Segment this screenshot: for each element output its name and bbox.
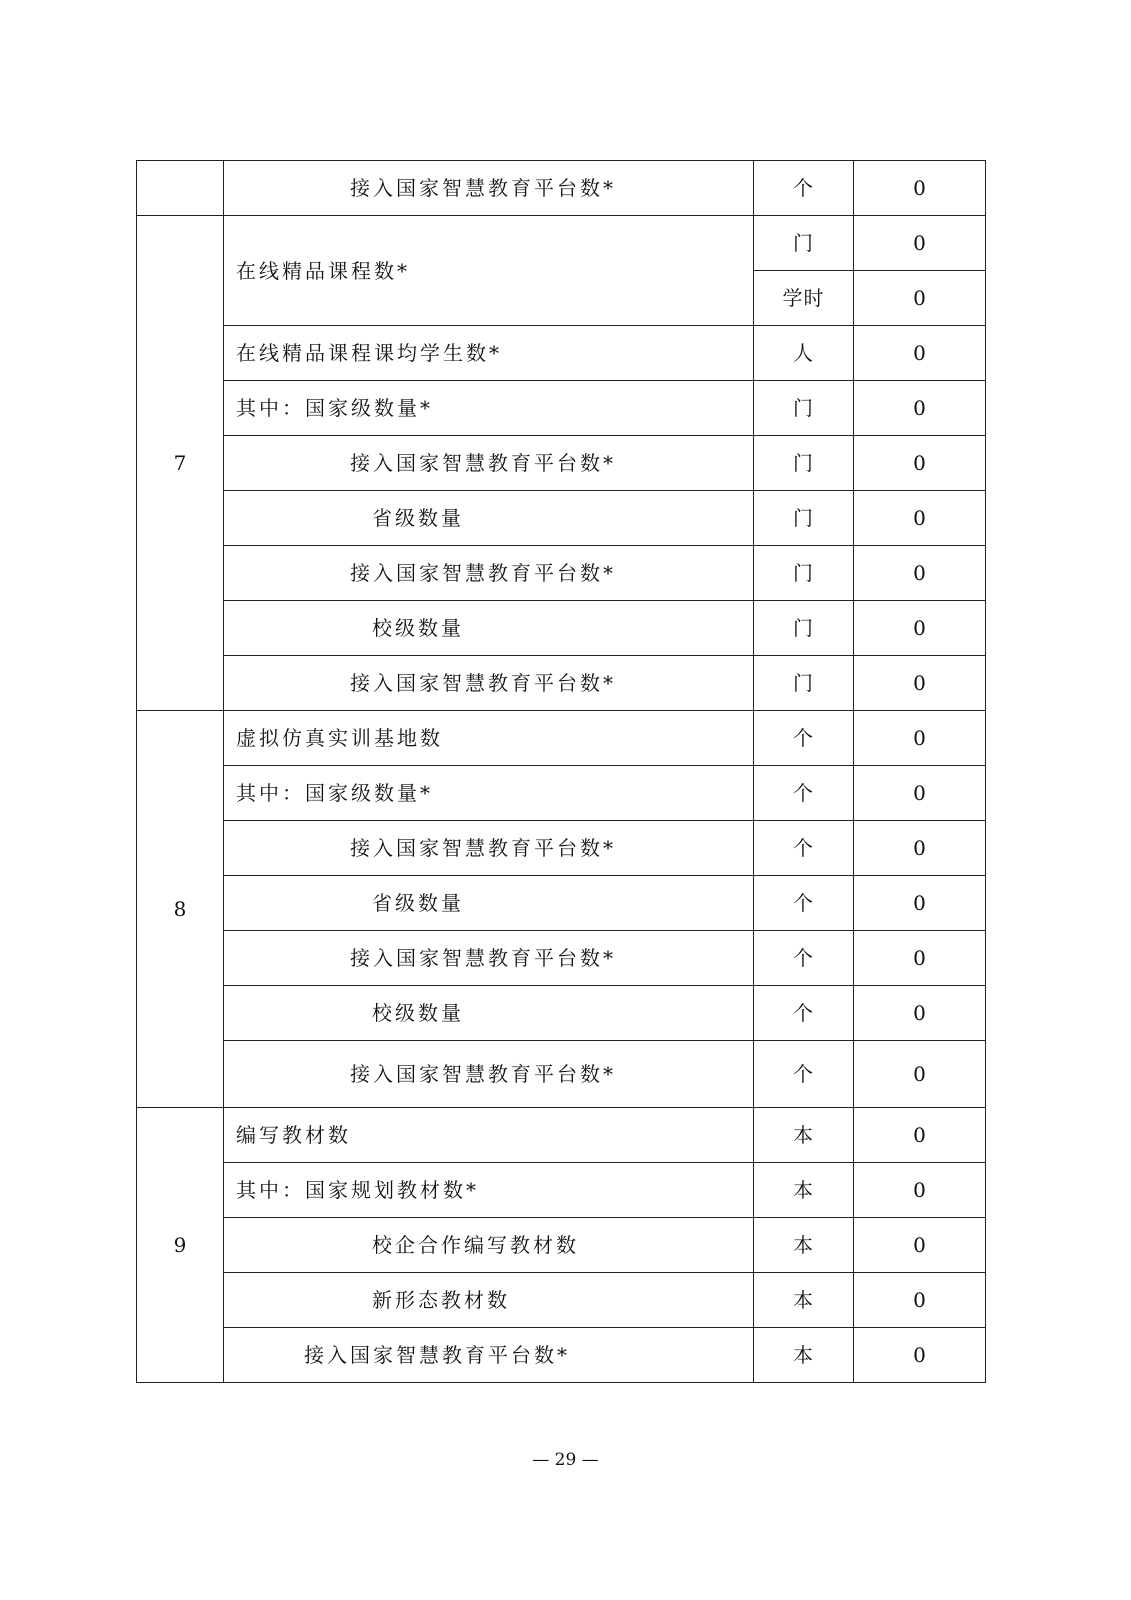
item-name-cell: 编写教材数 bbox=[224, 1108, 754, 1163]
value-cell: 0 bbox=[854, 876, 986, 931]
unit-cell: 门 bbox=[754, 491, 854, 546]
item-name-cell: 其中：国家级数量* bbox=[224, 381, 754, 436]
table-row bbox=[137, 986, 986, 1041]
unit-cell: 个 bbox=[754, 1041, 854, 1108]
unit-cell: 个 bbox=[754, 876, 854, 931]
value-cell: 0 bbox=[854, 1218, 986, 1273]
unit-cell: 个 bbox=[754, 986, 854, 1041]
unit-cell: 本 bbox=[754, 1328, 854, 1383]
unit-cell: 个 bbox=[754, 931, 854, 986]
page-number: — 29 — bbox=[532, 1450, 599, 1470]
unit-cell: 个 bbox=[754, 766, 854, 821]
unit-cell: 人 bbox=[754, 326, 854, 381]
unit-cell: 门 bbox=[754, 656, 854, 711]
item-name-cell: 接入国家智慧教育平台数* bbox=[224, 656, 754, 711]
table-row bbox=[137, 546, 986, 601]
table-row bbox=[137, 1041, 986, 1108]
value-cell: 0 bbox=[854, 1328, 986, 1383]
table-row bbox=[137, 436, 986, 491]
table-row bbox=[137, 491, 986, 546]
item-name-cell: 接入国家智慧教育平台数* bbox=[224, 436, 754, 491]
unit-cell: 个 bbox=[754, 711, 854, 766]
unit-cell: 本 bbox=[754, 1218, 854, 1273]
table-row bbox=[137, 1218, 986, 1273]
unit-cell: 门 bbox=[754, 436, 854, 491]
row-number-cell bbox=[137, 161, 224, 216]
value-cell: 0 bbox=[854, 436, 986, 491]
unit-cell: 门 bbox=[754, 216, 854, 271]
table-row bbox=[137, 821, 986, 876]
indicator-table bbox=[136, 160, 986, 1383]
value-cell: 0 bbox=[854, 656, 986, 711]
value-cell: 0 bbox=[854, 546, 986, 601]
unit-cell: 个 bbox=[754, 161, 854, 216]
item-name-cell: 在线精品课程数* bbox=[224, 216, 754, 326]
value-cell: 0 bbox=[854, 931, 986, 986]
unit-cell: 本 bbox=[754, 1163, 854, 1218]
item-name-cell: 接入国家智慧教育平台数* bbox=[224, 1328, 754, 1383]
item-name-cell: 接入国家智慧教育平台数* bbox=[224, 161, 754, 216]
table-row bbox=[137, 876, 986, 931]
row-number-cell: 8 bbox=[137, 711, 224, 1108]
row-number-cell: 9 bbox=[137, 1108, 224, 1383]
item-name-cell: 其中：国家级数量* bbox=[224, 766, 754, 821]
value-cell: 0 bbox=[854, 601, 986, 656]
table-row bbox=[137, 381, 986, 436]
item-name-cell: 接入国家智慧教育平台数* bbox=[224, 931, 754, 986]
table-row bbox=[137, 1163, 986, 1218]
value-cell: 0 bbox=[854, 821, 986, 876]
value-cell: 0 bbox=[854, 1273, 986, 1328]
table-row bbox=[137, 216, 986, 271]
value-cell: 0 bbox=[854, 381, 986, 436]
item-name-cell: 校级数量 bbox=[224, 601, 754, 656]
value-cell: 0 bbox=[854, 271, 986, 326]
unit-cell: 个 bbox=[754, 821, 854, 876]
value-cell: 0 bbox=[854, 1163, 986, 1218]
value-cell: 0 bbox=[854, 766, 986, 821]
table-row bbox=[137, 711, 986, 766]
unit-cell: 门 bbox=[754, 601, 854, 656]
table-row bbox=[137, 601, 986, 656]
value-cell: 0 bbox=[854, 491, 986, 546]
unit-cell: 门 bbox=[754, 546, 854, 601]
item-name-cell: 省级数量 bbox=[224, 491, 754, 546]
item-name-cell: 省级数量 bbox=[224, 876, 754, 931]
table-row bbox=[137, 1328, 986, 1383]
value-cell: 0 bbox=[854, 216, 986, 271]
item-name-cell: 其中：国家规划教材数* bbox=[224, 1163, 754, 1218]
item-name-cell: 校企合作编写教材数 bbox=[224, 1218, 754, 1273]
value-cell: 0 bbox=[854, 1108, 986, 1163]
value-cell: 0 bbox=[854, 1041, 986, 1108]
unit-cell: 门 bbox=[754, 381, 854, 436]
unit-cell: 本 bbox=[754, 1108, 854, 1163]
table-row bbox=[137, 656, 986, 711]
table-row bbox=[137, 1108, 986, 1163]
table-row bbox=[137, 161, 986, 216]
item-name-cell: 接入国家智慧教育平台数* bbox=[224, 546, 754, 601]
item-name-cell: 接入国家智慧教育平台数* bbox=[224, 821, 754, 876]
row-number-cell: 7 bbox=[137, 216, 224, 711]
value-cell: 0 bbox=[854, 326, 986, 381]
item-name-cell: 在线精品课程课均学生数* bbox=[224, 326, 754, 381]
table-row bbox=[137, 766, 986, 821]
unit-cell: 本 bbox=[754, 1273, 854, 1328]
table-row bbox=[137, 326, 986, 381]
item-name-cell: 新形态教材数 bbox=[224, 1273, 754, 1328]
unit-cell: 学时 bbox=[754, 271, 854, 326]
value-cell: 0 bbox=[854, 711, 986, 766]
table-row bbox=[137, 931, 986, 986]
value-cell: 0 bbox=[854, 161, 986, 216]
item-name-cell: 虚拟仿真实训基地数 bbox=[224, 711, 754, 766]
item-name-cell: 校级数量 bbox=[224, 986, 754, 1041]
value-cell: 0 bbox=[854, 986, 986, 1041]
item-name-cell: 接入国家智慧教育平台数* bbox=[224, 1041, 754, 1108]
table-row bbox=[137, 1273, 986, 1328]
